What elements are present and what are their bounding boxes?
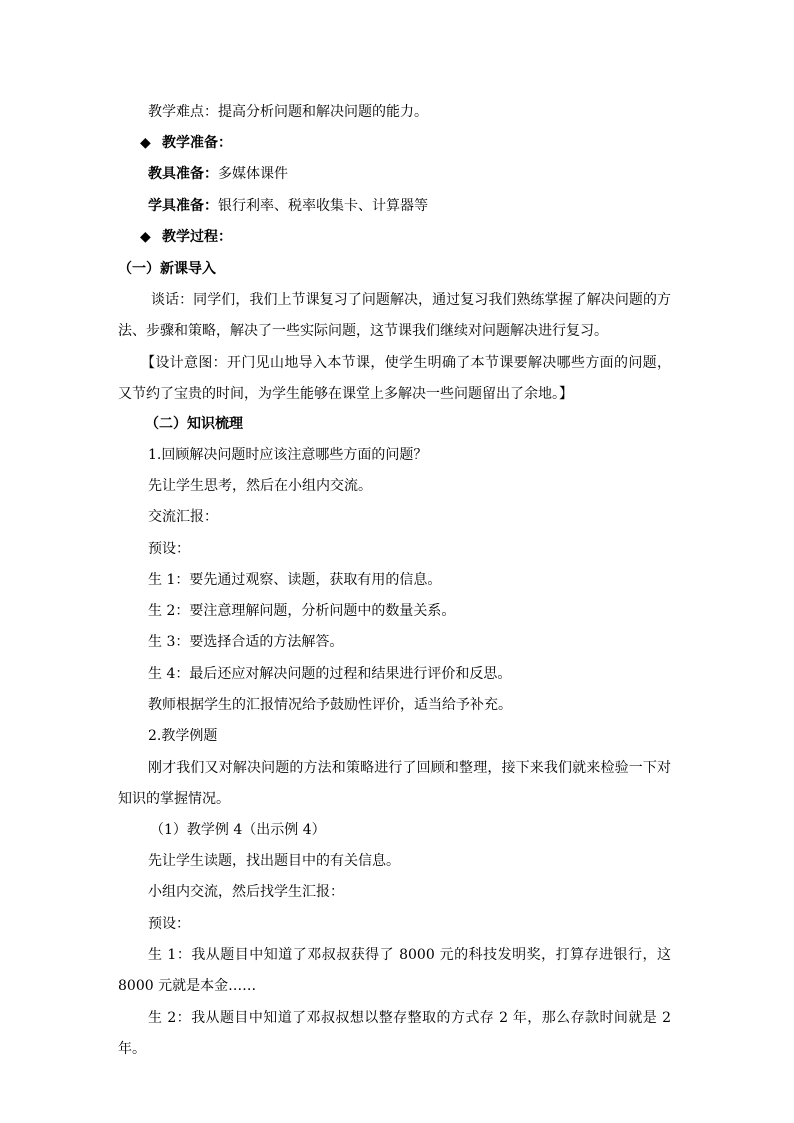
tools-prep-label: 教具准备： xyxy=(148,166,218,182)
student-answer-4: 生 4：最后还应对解决问题的过程和结果进行评价和反思。 xyxy=(148,666,512,682)
talk-paragraph: 谈话：同学们，我们上节课复习了问题解决，通过复习我们熟练掌握了解决问题的方法、步骤和策略，解决了一些实际问题，这节课我们继续对问题解决进行复习。 xyxy=(118,292,671,339)
example-4-line: （1）教学例 4（出示例 4） xyxy=(150,822,326,838)
review-paragraph: 刚才我们又对解决问题的方法和策略进行了回顾和整理，接下来我们就来检验一下对知识的掌握情况。 xyxy=(118,760,671,807)
example-answer-1: 生 1：我从题目中知道了邓叔叔获得了 8000 元的科技发明奖，打算存进银行，这 8000 元就是本金…… xyxy=(118,947,671,994)
tools-prep xyxy=(148,164,288,184)
diamond-bullet-icon: ◆ xyxy=(140,229,151,245)
diamond-bullet-icon: ◆ xyxy=(140,135,151,151)
question-2: 2.教学例题 xyxy=(148,728,218,744)
design-intent-paragraph: 【设计意图：开门见山地导入本节课，使学生明确了本节课要解决哪些方面的问题，又节约了宝贵的时间，为学生能够在课堂上多解决一些问题留出了余地。】 xyxy=(118,355,671,402)
student-answer-1: 生 1：要先通过观察、读题，获取有用的信息。 xyxy=(148,572,442,588)
section-new-lesson: （一）新课导入 xyxy=(118,261,216,277)
student-prep-label: 学具准备： xyxy=(148,198,218,214)
question-1: 1.回顾解决问题时应该注意哪些方面的问题？ xyxy=(148,447,428,463)
prep-heading xyxy=(140,133,232,153)
preset-line: 预设： xyxy=(148,541,190,557)
prep-heading-text: 教学准备： xyxy=(162,135,232,151)
example-answer-2: 生 2：我从题目中知道了邓叔叔想以整存整取的方式存 2 年，那么存款时间就是 2 年。 xyxy=(118,1010,671,1057)
student-prep xyxy=(148,196,428,216)
student-prep-value: 银行利率、税率收集卡、计算器等 xyxy=(218,198,428,214)
teacher-line: 教师根据学生的汇报情况给予鼓励性评价，适当给予补充。 xyxy=(148,697,512,713)
report-line: 交流汇报： xyxy=(148,509,218,525)
student-answer-3: 生 3：要选择合适的方法解答。 xyxy=(148,634,344,650)
read-line: 先让学生读题，找出题目中的有关信息。 xyxy=(148,853,400,869)
think-line: 先让学生思考，然后在小组内交流。 xyxy=(148,478,372,494)
preset-line-2: 预设： xyxy=(148,916,190,932)
section-knowledge: （二）知识梳理 xyxy=(145,416,243,432)
process-heading xyxy=(140,227,232,247)
teaching-difficulty: 教学难点：提高分析问题和解决问题的能力。 xyxy=(148,104,428,120)
process-heading-text: 教学过程： xyxy=(162,229,232,245)
tools-prep-value: 多媒体课件 xyxy=(218,166,288,182)
group-line: 小组内交流，然后找学生汇报： xyxy=(148,884,344,900)
student-answer-2: 生 2：要注意理解问题，分析问题中的数量关系。 xyxy=(148,603,456,619)
